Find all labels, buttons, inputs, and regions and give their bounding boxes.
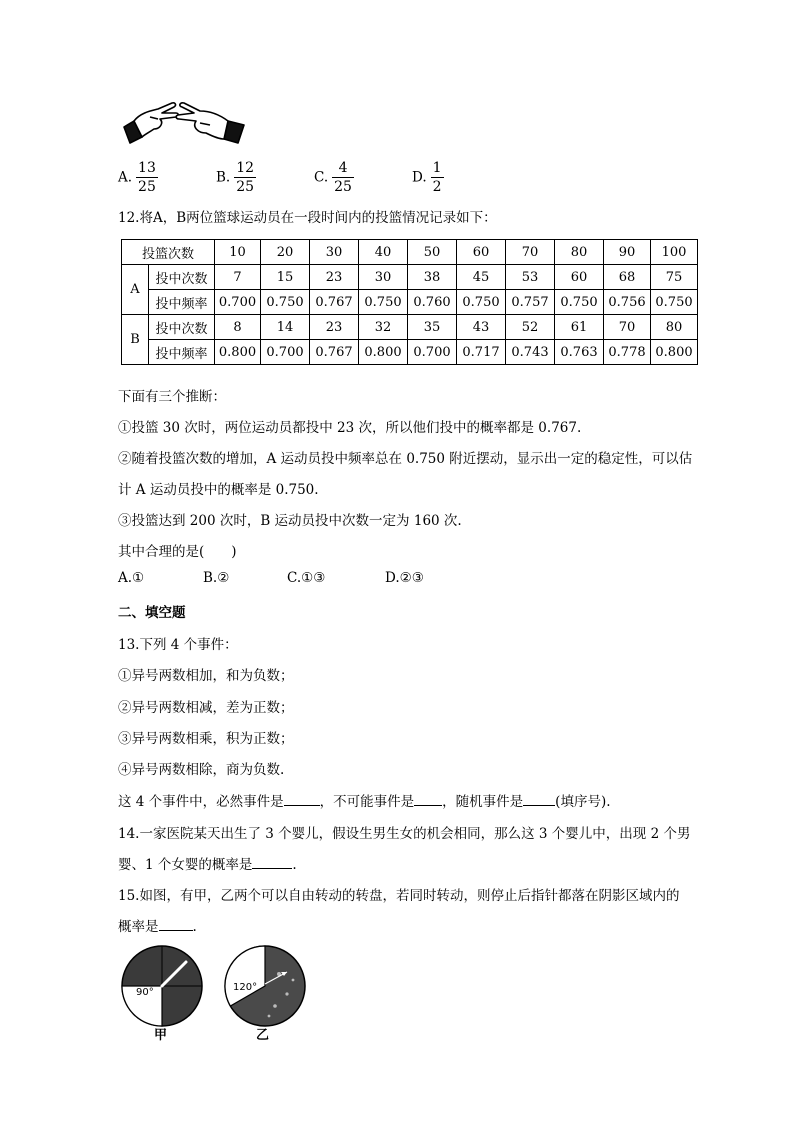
q13-fill-line: 这 4 个事件中，必然事件是 ，不可能事件是 ，随机事件是 (填序号). — [118, 790, 611, 810]
spinner-yi-caption: 乙 — [256, 1028, 270, 1043]
q14-line-2: 婴、1 个女婴的概率是 . — [118, 853, 297, 873]
table-cell: 23 — [310, 265, 359, 290]
table-cell: 0.700 — [215, 290, 261, 315]
table-cell: 0.800 — [359, 340, 408, 365]
q12-intro: 下面有三个推断： — [118, 389, 226, 405]
answer-blank[interactable] — [523, 791, 555, 806]
table-row — [122, 340, 698, 365]
q12-option-c: C.①③ — [287, 570, 326, 586]
answer-blank[interactable] — [414, 791, 442, 806]
table-cell: 23 — [310, 315, 359, 340]
table-cell: 0.700 — [261, 340, 310, 365]
table-cell: 0.750 — [359, 290, 408, 315]
row-label: 投中次数 — [149, 315, 215, 340]
section-title: 二、填空题 — [118, 605, 186, 621]
spinner-yi-diagram — [223, 944, 307, 1028]
q11-option-b: B. $\frac{12}{25}$ — [216, 160, 255, 195]
table-cell: 0.767 — [310, 340, 359, 365]
q12-stem: 12.将A，B两位篮球运动员在一段时间内的投篮情况记录如下： — [118, 210, 497, 226]
answer-blank[interactable] — [284, 791, 320, 806]
table-cell: 0.750 — [555, 290, 604, 315]
answer-blank[interactable] — [252, 854, 292, 869]
table-header-row — [122, 240, 698, 265]
table-cell: 52 — [506, 315, 555, 340]
table-row — [122, 315, 698, 340]
q12-option-d: D.②③ — [385, 570, 424, 586]
table-cell: 0.750 — [651, 290, 698, 315]
table-cell: 100 — [651, 240, 698, 265]
table-cell: 0.763 — [555, 340, 604, 365]
table-cell: 70 — [604, 315, 651, 340]
fraction: $\frac{4}{25}$ — [334, 160, 352, 195]
table-cell: 70 — [506, 240, 555, 265]
table-cell: 35 — [408, 315, 457, 340]
answer-blank[interactable] — [159, 916, 193, 931]
q12-data-table — [121, 239, 698, 365]
q12-statement-1: ①投篮 30 次时，两位运动员都投中 23 次，所以他们投中的概率都是 0.767. — [118, 420, 582, 436]
spinner-yi-angle-label: 120° — [233, 982, 258, 993]
fraction: $\frac{12}{25}$ — [236, 160, 255, 195]
table-cell: 0.700 — [408, 340, 457, 365]
spinner-jia-caption: 甲 — [154, 1028, 168, 1043]
table-cell: 8 — [215, 315, 261, 340]
q11-option-c: C. $\frac{4}{25}$ — [314, 160, 352, 195]
table-cell: 0.757 — [506, 290, 555, 315]
table-cell: 90 — [604, 240, 651, 265]
table-cell: 0.756 — [604, 290, 651, 315]
row-label: 投中频率 — [149, 290, 215, 315]
fraction: $\frac{1}{2}$ — [432, 160, 442, 195]
q13-item-3: ③异号两数相乘，积为正数； — [118, 731, 294, 747]
table-cell: 10 — [215, 240, 261, 265]
table-cell: 7 — [215, 265, 261, 290]
table-cell: 0.800 — [215, 340, 261, 365]
table-cell: 0.767 — [310, 290, 359, 315]
table-cell: 80 — [651, 315, 698, 340]
table-cell: 14 — [261, 315, 310, 340]
q12-option-a: A.① — [118, 570, 145, 586]
table-cell: 75 — [651, 265, 698, 290]
table-cell: 45 — [457, 265, 506, 290]
table-header-label: 投篮次数 — [122, 240, 215, 265]
table-cell: 0.750 — [457, 290, 506, 315]
table-cell: 20 — [261, 240, 310, 265]
table-cell: 0.800 — [651, 340, 698, 365]
group-label: A — [122, 265, 149, 315]
table-cell: 40 — [359, 240, 408, 265]
q12-statement-3: ③投篮达到 200 次时，B 运动员投中次数一定为 160 次. — [118, 513, 462, 529]
q13-item-1: ①异号两数相加，和为负数； — [118, 668, 294, 684]
spinner-jia-angle-label: 90° — [136, 987, 154, 998]
table-cell: 30 — [310, 240, 359, 265]
pointing-hands-illustration — [120, 97, 250, 149]
table-cell: 0.750 — [261, 290, 310, 315]
q14-line-1: 14.一家医院某天出生了 3 个婴儿，假设生男生女的机会相同，那么这 3 个婴儿中，出现 2 个男 — [118, 826, 691, 842]
table-cell: 38 — [408, 265, 457, 290]
row-label: 投中次数 — [149, 265, 215, 290]
q13-item-4: ④异号两数相除，商为负数. — [118, 762, 285, 778]
table-cell: 50 — [408, 240, 457, 265]
q13-item-2: ②异号两数相减，差为正数； — [118, 700, 294, 716]
table-cell: 61 — [555, 315, 604, 340]
q11-option-d: D. $\frac{1}{2}$ — [412, 160, 442, 195]
table-cell: 0.778 — [604, 340, 651, 365]
q12-statement-2b: 计 A 运动员投中的概率是 0.750. — [118, 482, 319, 498]
table-cell: 30 — [359, 265, 408, 290]
q15-line-2: 概率是 . — [118, 915, 197, 935]
table-row — [122, 265, 698, 290]
q15-line-1: 15.如图，有甲，乙两个可以自由转动的转盘，若同时转动，则停止后指针都落在阴影区域内的 — [118, 888, 680, 904]
table-cell: 43 — [457, 315, 506, 340]
q12-option-b: B.② — [203, 570, 230, 586]
table-cell: 60 — [555, 265, 604, 290]
q12-statement-2a: ②随着投篮次数的增加，A 运动员投中频率总在 0.750 附近摆动，显示出一定的稳定性，可以估 — [118, 451, 693, 467]
table-cell: 80 — [555, 240, 604, 265]
table-row — [122, 290, 698, 315]
table-cell: 68 — [604, 265, 651, 290]
table-cell: 53 — [506, 265, 555, 290]
fraction: $\frac{13}{25}$ — [138, 160, 156, 195]
q12-question: 其中合理的是( ) — [118, 544, 237, 560]
q11-option-a: A. $\frac{13}{25}$ — [118, 160, 156, 195]
table-cell: 0.717 — [457, 340, 506, 365]
table-cell: 0.743 — [506, 340, 555, 365]
table-cell: 0.760 — [408, 290, 457, 315]
spinner-jia-diagram — [120, 944, 204, 1028]
row-label: 投中频率 — [149, 340, 215, 365]
group-label: B — [122, 315, 149, 365]
table-cell: 60 — [457, 240, 506, 265]
q13-stem: 13.下列 4 个事件： — [118, 637, 238, 653]
table-cell: 15 — [261, 265, 310, 290]
table-cell: 32 — [359, 315, 408, 340]
